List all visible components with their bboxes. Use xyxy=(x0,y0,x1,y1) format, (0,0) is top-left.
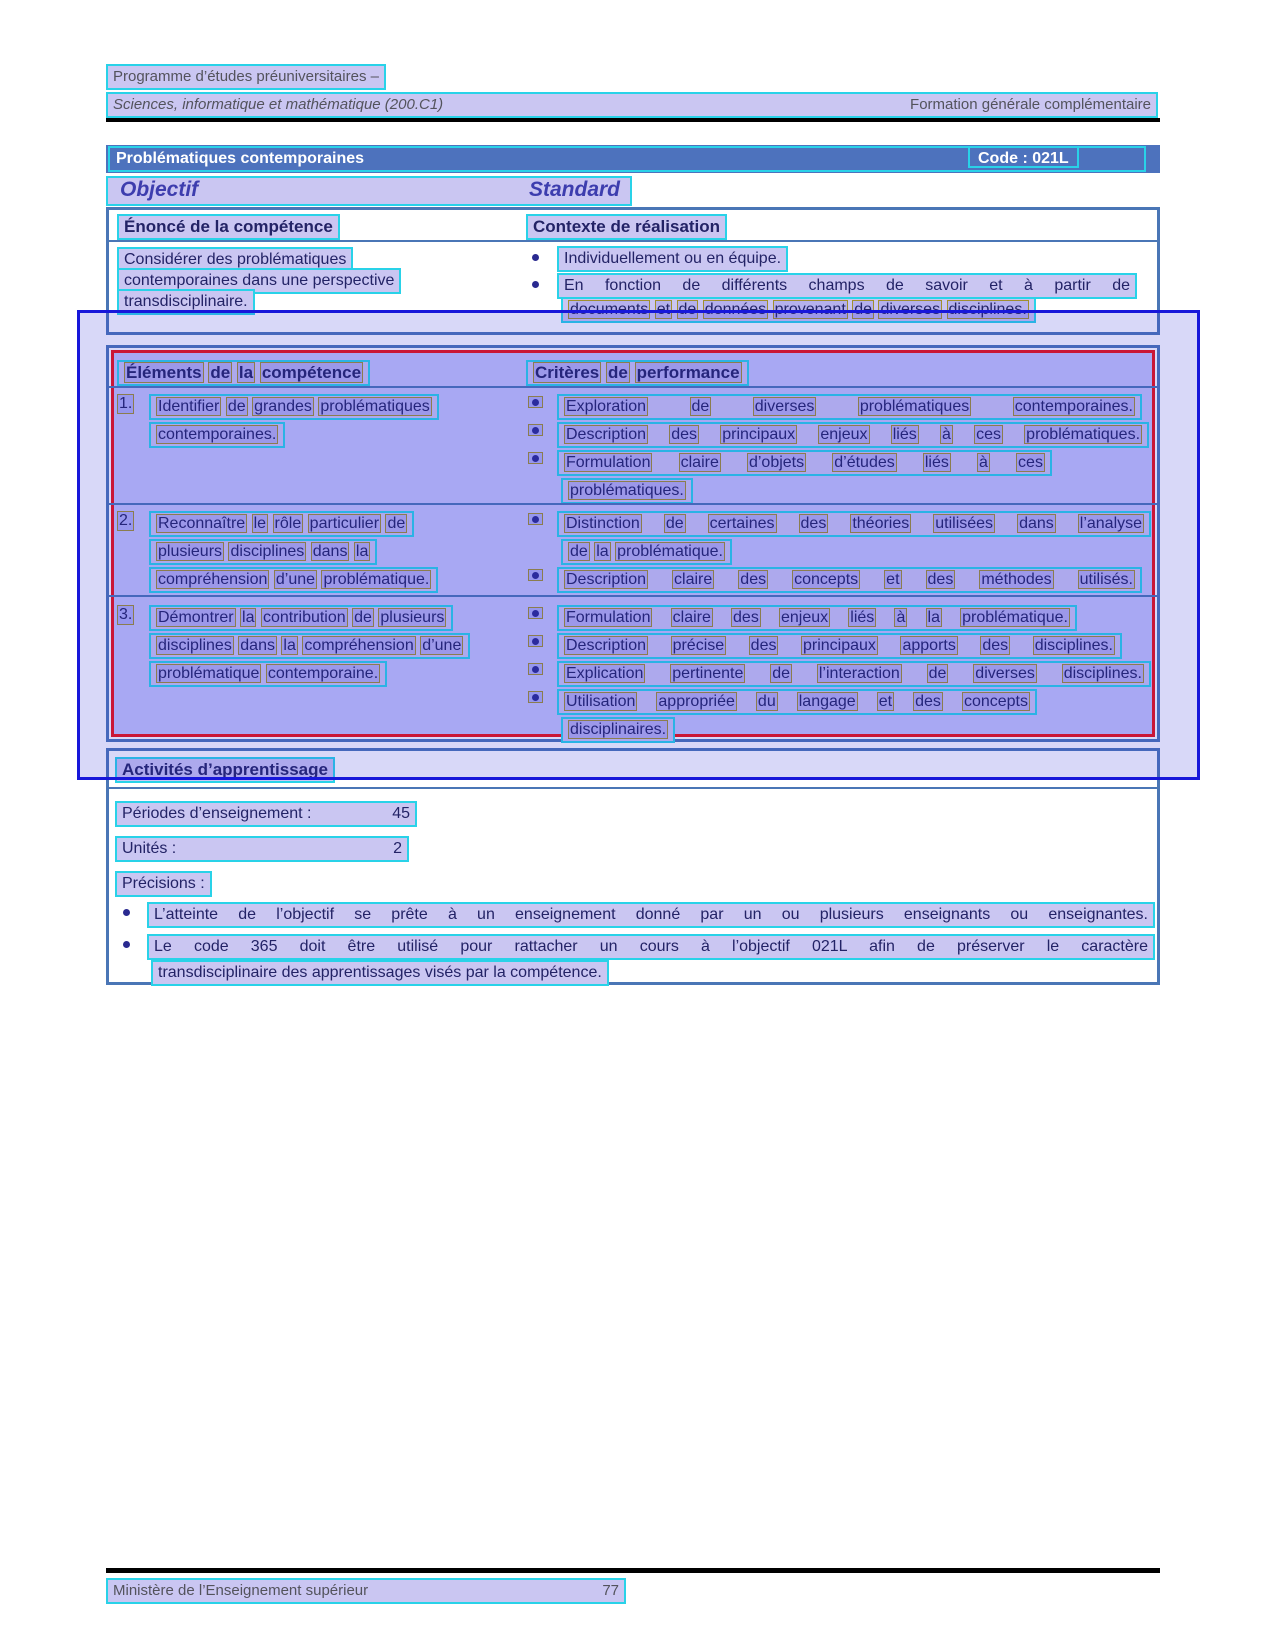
activities-header: Activités d’apprentissage xyxy=(115,757,335,783)
page-number: 77 xyxy=(602,1582,619,1599)
criterion-line: Utilisation appropriée du langage et des concepts xyxy=(557,689,1037,715)
bullet-dot xyxy=(528,396,543,408)
element-line: Identifier de grandes problématiques xyxy=(149,394,439,420)
statement-line: contemporaines dans une perspective xyxy=(117,268,401,294)
element-line: contemporaines. xyxy=(149,422,285,448)
row-divider xyxy=(109,595,1157,597)
context-bullet: Individuellement ou en équipe. xyxy=(557,246,788,272)
element-line: Reconnaître le rôle particulier de xyxy=(149,511,414,537)
precisions-label: Précisions : xyxy=(115,871,212,897)
context-bullet: En fonction de différents champs de savoir et à partir de xyxy=(557,273,1137,299)
bullet-dot xyxy=(528,569,543,581)
precision-bullet-wrap: transdisciplinaire des apprentissages visés par la compétence. xyxy=(151,960,609,986)
periods-field xyxy=(115,801,417,827)
bullet-dot xyxy=(528,452,543,464)
bullet-dot xyxy=(528,691,543,703)
criterion-line: Description des principaux enjeux liés à ces problématiques. xyxy=(557,422,1149,448)
bullet-dot xyxy=(123,909,130,916)
footer-ministry: Ministère de l’Enseignement supérieur xyxy=(113,1582,369,1599)
objectif-heading: Objectif xyxy=(120,178,199,201)
periods-label: Périodes d’enseignement : xyxy=(122,805,312,822)
periods-value: 45 xyxy=(392,805,410,822)
bullet-dot xyxy=(532,254,539,261)
competence-table xyxy=(106,207,1160,335)
footer-rule xyxy=(106,1568,1160,1573)
statement-line: transdisciplinaire. xyxy=(117,289,255,315)
element-line: disciplines dans la compréhension d’une xyxy=(149,633,470,659)
bullet-dot xyxy=(528,635,543,647)
elements-left-header: Éléments de la compétence xyxy=(117,360,370,386)
criterion-line: Description précise des principaux apports des disciplines. xyxy=(557,633,1122,659)
table-divider xyxy=(109,240,1157,242)
element-line: plusieurs disciplines dans la xyxy=(149,539,377,565)
units-label: Unités : xyxy=(122,840,177,857)
criterion-line: Explication pertinente de l’interaction de diverses disciplines. xyxy=(557,661,1151,687)
elements-right-header: Critères de performance xyxy=(526,360,749,386)
program-subtitle-line xyxy=(106,92,1158,118)
criterion-wrap: disciplinaires. xyxy=(561,717,675,743)
table-divider xyxy=(109,386,1157,388)
criterion-line: Exploration de diverses problématiques contemporaines. xyxy=(557,394,1142,420)
units-field xyxy=(115,836,409,862)
section-title-bar xyxy=(106,145,1160,173)
competence-left-header: Énoncé de la compétence xyxy=(117,214,340,240)
statement-line: Considérer des problématiques xyxy=(117,247,353,273)
footer-bar xyxy=(106,1578,626,1604)
bullet-dot xyxy=(528,663,543,675)
element-line: compréhension d’une problématique. xyxy=(149,567,438,593)
element-line: Démontrer la contribution de plusieurs xyxy=(149,605,453,631)
section-title: Problématiques contemporaines xyxy=(116,150,365,167)
criterion-line: Distinction de certaines des théories utilisées dans l’analyse xyxy=(557,511,1151,537)
header-rule xyxy=(106,118,1160,122)
criterion-line: Formulation claire des enjeux liés à la problématique. xyxy=(557,605,1077,631)
code-badge: Code : 021L xyxy=(968,146,1079,168)
row-divider xyxy=(109,503,1157,505)
headings-highlight-box xyxy=(106,176,632,206)
bullet-dot xyxy=(532,281,539,288)
criterion-line: Description claire des concepts et des méthodes utilisés. xyxy=(557,567,1142,593)
criterion-line: Formulation claire d’objets d’études liés à ces xyxy=(557,450,1052,476)
precision-bullet: L’atteinte de l’objectif se prête à un enseignement donné par un ou plusieurs enseignants ou enseignantes. xyxy=(147,902,1155,928)
element-line: problématique contemporaine. xyxy=(149,661,387,687)
criterion-wrap: de la problématique. xyxy=(561,539,732,565)
bullet-dot xyxy=(528,607,543,619)
criterion-wrap: problématiques. xyxy=(561,478,693,504)
bullet-dot xyxy=(528,513,543,525)
bullet-dot xyxy=(528,424,543,436)
row-number: 3. xyxy=(119,606,133,623)
precision-bullet: Le code 365 doit être utilisé pour rattacher un cours à l’objectif 021L afin de préserver le caractère xyxy=(147,934,1155,960)
table-divider xyxy=(109,787,1157,789)
row-number: 2. xyxy=(119,512,133,529)
standard-heading: Standard xyxy=(529,178,621,201)
row-number: 1. xyxy=(119,395,133,412)
elements-table xyxy=(106,345,1160,742)
bullet-dot xyxy=(123,941,130,948)
activities-table xyxy=(106,748,1160,985)
competence-right-header: Contexte de réalisation xyxy=(526,214,727,240)
context-bullet-wrap: documents et de données provenant de diverses disciplines. xyxy=(561,297,1036,323)
program-subtitle-right: Formation générale complémentaire xyxy=(910,96,1151,113)
program-title-line: Programme d’études préuniversitaires – xyxy=(106,64,386,90)
units-value: 2 xyxy=(393,840,402,857)
program-subtitle-left: Sciences, informatique et mathématique (200.C1) xyxy=(113,96,444,113)
